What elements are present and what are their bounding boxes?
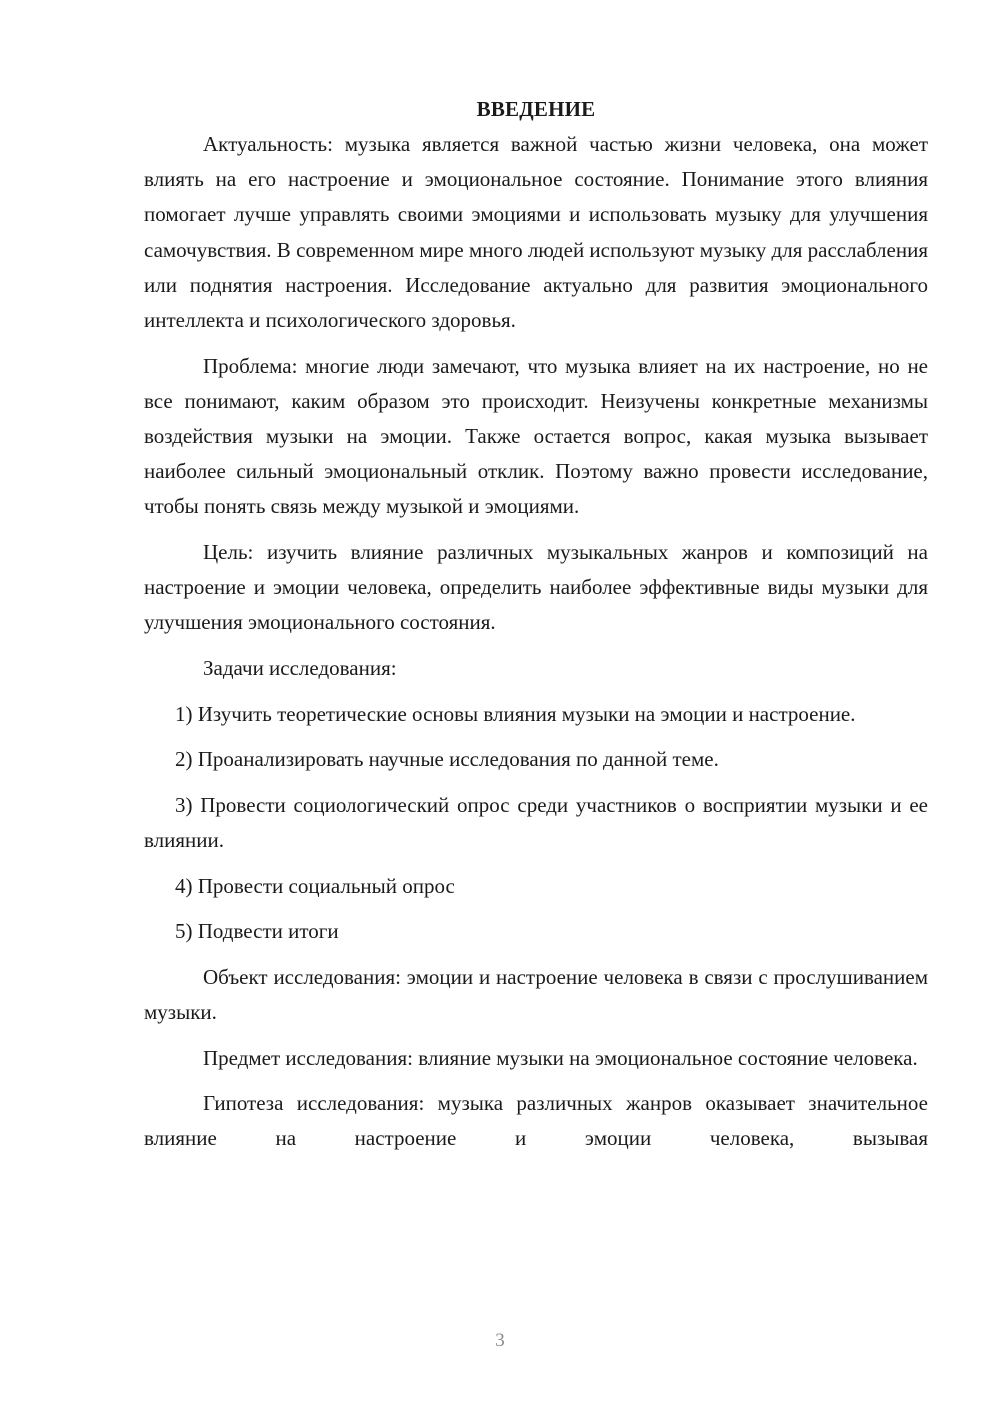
hypothesis-paragraph: Гипотеза исследования: музыка различных жанров оказывает значительное влияние на настроение и эмоции человека, вызывая — [144, 1091, 928, 1151]
page-number: 3 — [495, 1330, 505, 1351]
page-content — [144, 92, 928, 1157]
task-item-5: 5) Подвести итоги — [175, 919, 339, 944]
task-item-1: 1) Изучить теоретические основы влияния музыки на эмоции и настроение. — [175, 701, 856, 726]
subject-paragraph: Предмет исследования: влияние музыки на эмоциональное состояние человека. — [203, 1045, 918, 1070]
task-item-4: 4) Провести социальный опрос — [175, 873, 455, 898]
goal-paragraph: Цель: изучить влияние различных музыкальных жанров и композиций на настроение и эмоции человека, определить наиболее эффективные виды музыки для улучшения эмоционального состояния. — [144, 540, 928, 635]
object-paragraph: Объект исследования: эмоции и настроение человека в связи с прослушиванием музыки. — [144, 964, 928, 1024]
tasks-heading: Задачи исследования: — [203, 656, 397, 681]
problem-paragraph: Проблема: многие люди замечают, что музыка влияет на их настроение, но не все понимают, каким образом это происходит. Неизучены конкретные механизмы воздействия музыки на эмоции. Также остается вопрос, какая музыка вызывает наиболее сильный эмоциональный отклик. Поэтому важно провести исследование, чтобы понять связь между музыкой и эмоциями. — [144, 353, 928, 519]
task-item-3: 3) Провести социологический опрос среди участников о восприятии музыки и ее влиянии. — [144, 792, 928, 852]
task-item-2: 2) Проанализировать научные исследования по данной теме. — [175, 747, 719, 772]
relevance-paragraph: Актуальность: музыка является важной частью жизни человека, она может влиять на его настроение и эмоциональное состояние. Понимание этого влияния помогает лучше управлять своими эмоциями и использовать музыку для улучшения самочувствия. В современном мире много людей используют музыку для расслабления или поднятия настроения. Исследование актуально для развития эмоционального интеллекта и психологического здоровья. — [144, 132, 928, 333]
section-title: ВВЕДЕНИЕ — [476, 97, 596, 121]
